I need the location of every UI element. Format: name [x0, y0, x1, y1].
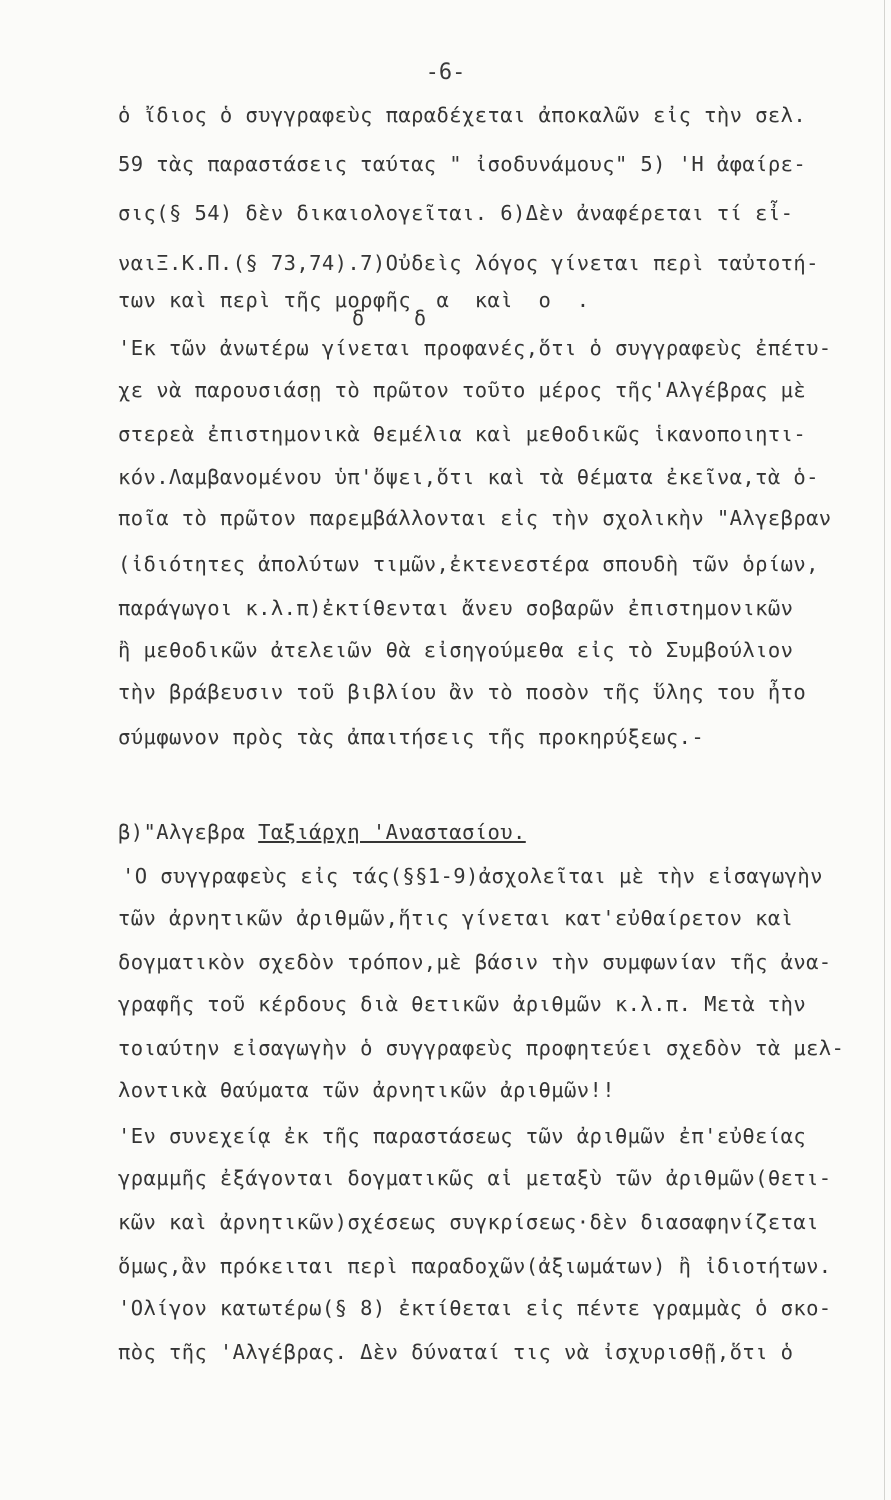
heading-underlined-title: Ταξιάρχη 'Αναστασίου. [258, 820, 526, 844]
fraction-denominator: δ [352, 306, 365, 330]
text-line: λοντικὰ θαύματα τῶν ἀρνητικῶν ἀριθμῶν!! [118, 1078, 615, 1102]
text-line: 'Εν συνεχείᾳ ἐκ τῆς παραστάσεως τῶν ἀριθμῶν ἐπ'εὐθείας [118, 1124, 807, 1148]
text-line: ναιΞ.Κ.Π.(§ 73,74).7)Οὐδεὶς λόγος γίνεται περὶ ταὐτοτή- [118, 251, 819, 275]
text-line: πὸς τῆς 'Αλγέβρας. Δὲν δύναταί τις νὰ ἰσχυρισθῇ,ὅτι ὁ [118, 1340, 794, 1364]
text-line: χε νὰ παρουσιάσῃ τὸ πρῶτον τοῦτο μέρος τῆς'Αλγέβρας μὲ [118, 378, 807, 402]
text-line: ὅμως,ἂν πρόκειται περὶ παραδοχῶν(ἀξιωμάτων) ἢ ἰδιοτήτων. [118, 1254, 832, 1278]
text-line: τοιαύτην εἰσαγωγὴν ὁ συγγραφεὺς προφητεύει σχεδὸν τὰ μελ- [118, 1036, 845, 1060]
text-line: 'Ο συγγραφεὺς εἰς τάς(§§1-9)ἀσχολεῖται μὲ τὴν εἰσαγωγὴν [122, 864, 823, 888]
section-heading [118, 820, 526, 844]
text-line: γραφῆς τοῦ κέρδους διὰ θετικῶν ἀριθμῶν κ.λ.π. Μετὰ τὴν [118, 992, 807, 1016]
text-line: κόν.Λαμβανομένου ὑπ'ὄψει,ὅτι καὶ τὰ θέματα ἐκεῖνα,τὰ ὁ- [118, 465, 819, 489]
text-line: 'Ολίγον κατωτέρω(§ 8) ἐκτίθεται εἰς πέντε γραμμὰς ὁ σκο- [118, 1296, 832, 1320]
heading-prefix: β)"Αλγεβρα [118, 820, 259, 844]
text-line: σις(§ 54) δὲν δικαιολογεῖται. 6)Δὲν ἀναφέρεται τί εἶ- [118, 201, 794, 225]
text-line: τὴν βράβευσιν τοῦ βιβλίου ἂν τὸ ποσὸν τῆς ὕλης του ἦτο [118, 680, 807, 704]
text-line: 'Εκ τῶν ἀνωτέρω γίνεται προφανές,ὅτι ὁ συγγραφεὺς ἐπέτυ- [118, 336, 832, 360]
text-line: ἢ μεθοδικῶν ἀτελειῶν θὰ εἰσηγούμεθα εἰς τὸ Συμβούλιον [118, 638, 794, 662]
text-line: δογματικὸν σχεδὸν τρόπον,μὲ βάσιν τὴν συμφωνίαν τῆς ἀνα- [118, 950, 832, 974]
page-edge-line [884, 0, 885, 1500]
text-line: ποῖα τὸ πρῶτον παρεμβάλλονται εἰς τὴν σχολικὴν "Αλγεβραν [118, 506, 832, 530]
text-line: σύμφωνον πρὸς τὰς ἀπαιτήσεις τῆς προκηρύξεως.- [118, 725, 705, 749]
text-line: 59 τὰς παραστάσεις ταύτας " ἰσοδυνάμους" 5) 'Η ἀφαίρε- [118, 152, 807, 176]
fraction-denominator: δ [414, 306, 427, 330]
text-line: των καὶ περὶ τῆς μορφῆς α καὶ ο . [118, 288, 590, 312]
text-line: ὁ ἴδιος ὁ συγγραφεὺς παραδέχεται ἀποκαλῶν εἰς τὴν σελ. [118, 103, 807, 127]
text-line: γραμμῆς ἐξάγονται δογματικῶς αἱ μεταξὺ τῶν ἀριθμῶν(θετι- [118, 1166, 832, 1190]
text-line: κῶν καὶ ἀρνητικῶν)σχέσεως συγκρίσεως·δὲν διασαφηνίζεται [118, 1210, 819, 1234]
text-line: (ἰδιότητες ἀπολύτων τιμῶν,ἐκτενεστέρα σπουδὴ τῶν ὁρίων, [118, 552, 819, 576]
text-line: στερεὰ ἐπιστημονικὰ θεμέλια καὶ μεθοδικῶς ἱκανοποιητι- [118, 422, 807, 446]
text-line: τῶν ἀρνητικῶν ἀριθμῶν,ἥτις γίνεται κατ'εὐθαίρετον καὶ [118, 906, 794, 930]
page-number: -6- [425, 60, 466, 85]
text-line: παράγωγοι κ.λ.π)ἐκτίθενται ἄνευ σοβαρῶν ἐπιστημονικῶν [118, 596, 794, 620]
